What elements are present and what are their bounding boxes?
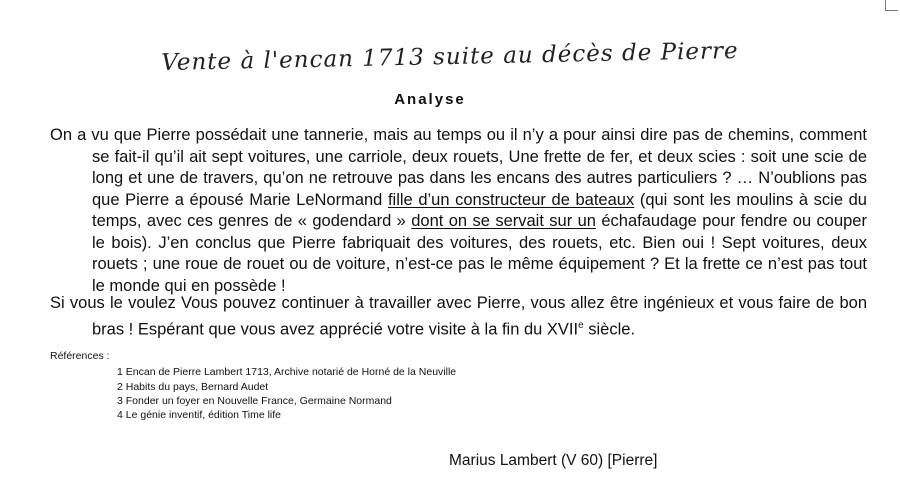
paragraph-text: échafaudage pour fendre ou couper le bois). J’en conclus que Pierre fabriquait des voitures, des rouets, etc. Bien oui ! Sept voitures, deux rouets ; une roue de rouet ou de voiture, n’est-ce pas le même équipement ? Et la frette ce n’est pas tout le monde qui en possède ! — [92, 212, 867, 295]
references-section — [50, 349, 456, 422]
references-title: Références : — [50, 350, 110, 362]
handwritten-title: Vente à l'encan 1713 suite au décès de Pierre — [161, 37, 739, 77]
reference-item: 2 Habits du pays, Bernard Audet — [117, 380, 269, 393]
superscript: e — [578, 319, 584, 331]
signature: Marius Lambert (V 60) [Pierre] — [449, 452, 658, 469]
page-subtitle: Analyse — [394, 91, 466, 108]
paragraph-text: (qui sont les moulins à scie du temps, avec ces genres de « godendard » — [92, 190, 867, 230]
underlined-phrase: fille d’un constructeur de bateaux — [387, 190, 635, 209]
paragraph-text: On a vu que Pierre possédait une tannerie, mais au temps ou il n’y a pour ainsi dire pas de chemins, comment se fait-il qu’il ait sept voitures, une carriole, deux rouets, Une frette de fer, et deux scies : soit une scie de long et une de travers, qu’on ne retrouve pas dans les encans des autres particuliers ? … N’oublions pas que Pierre a épousé Marie LeNormand — [50, 126, 867, 209]
analysis-paragraph — [50, 125, 867, 297]
references-list — [50, 365, 456, 422]
reference-item: 3 Fonder un foyer en Nouvelle France, Germaine Normand — [117, 394, 392, 407]
underlined-phrase: dont on se servait sur un — [411, 212, 596, 230]
paragraph-text: Si vous le voulez Vous pouvez continuer à travailler avec Pierre, vous allez être ingénieux et vous faire de bon bras ! Espérant que vous avez apprécié votre visite à la fin du XVII — [50, 294, 867, 338]
paragraph-text: siècle. — [583, 320, 636, 338]
closing-paragraph — [50, 293, 867, 341]
scan-corner-mark — [885, 0, 898, 11]
reference-item: 1 Encan de Pierre Lambert 1713, Archive notarié de Horné de la Neuville — [117, 366, 457, 379]
reference-item: 4 Le génie inventif, édition Time life — [117, 409, 282, 422]
